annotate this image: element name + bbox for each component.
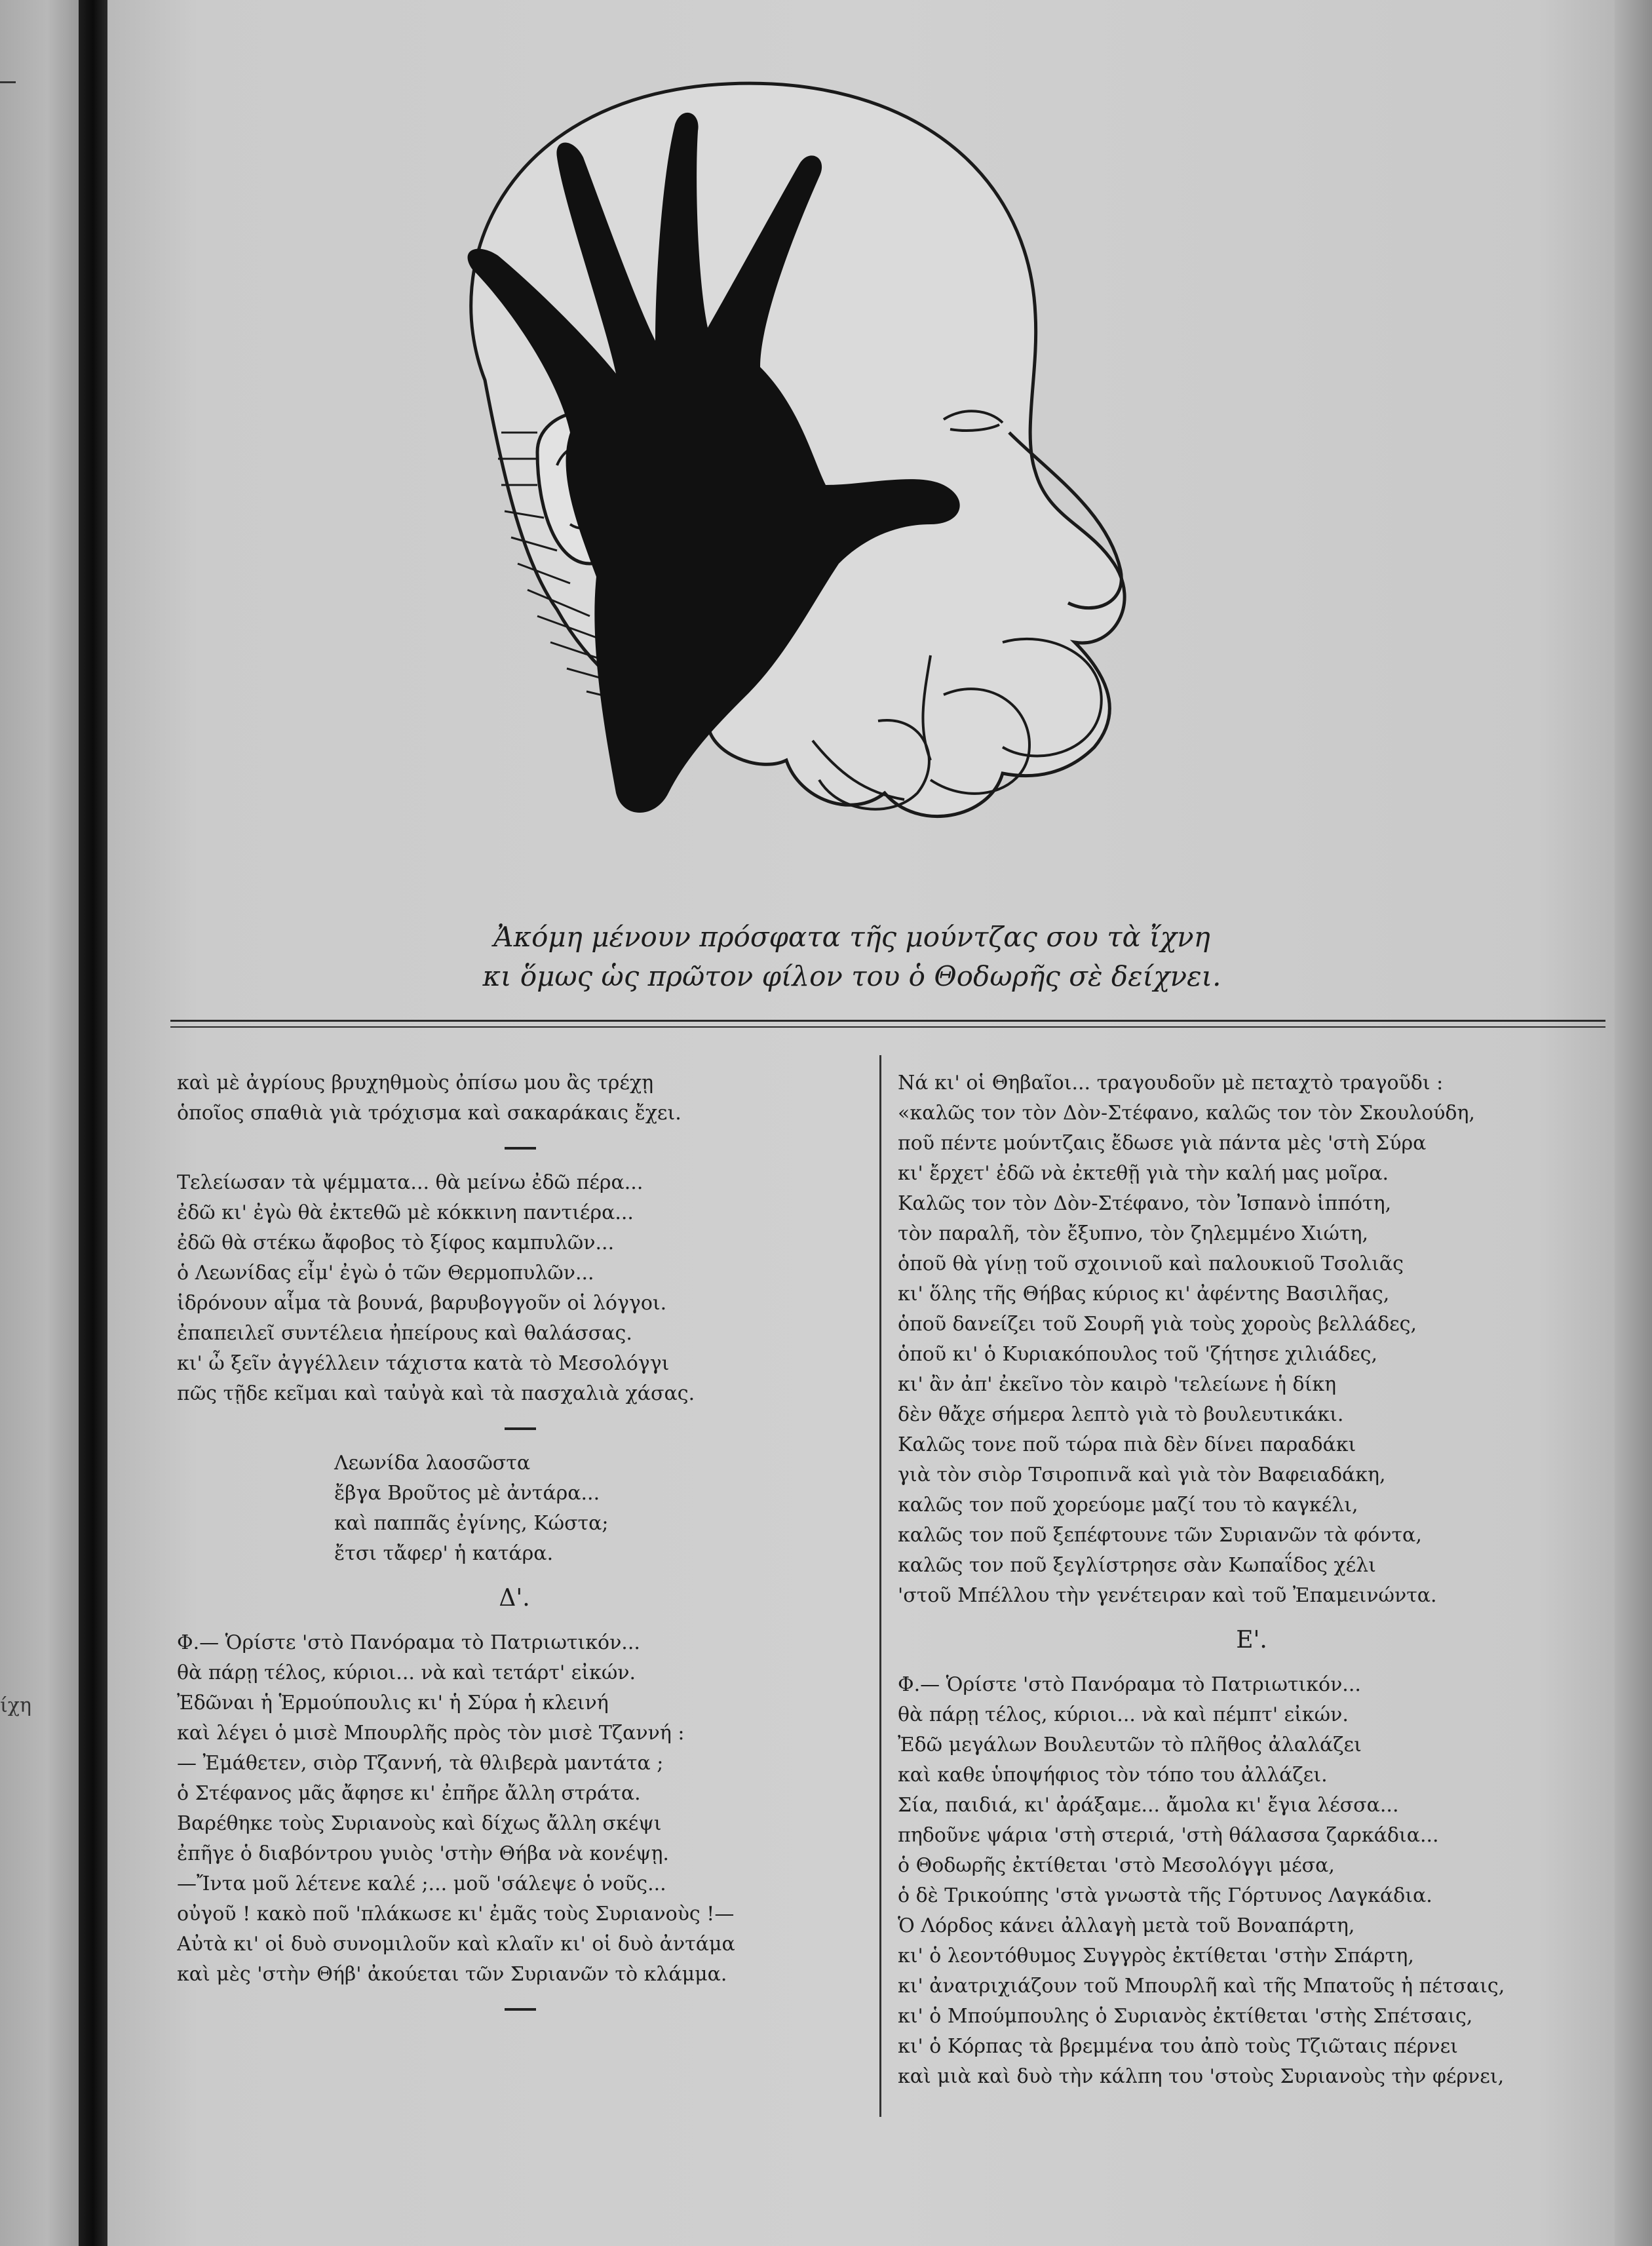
right-column [898,1068,1605,2092]
verse-line: γιὰ τὸν σιὸρ Τσιροπινᾶ καὶ γιὰ τὸν Βαφειαδάκη, [898,1463,1386,1486]
section-separator [177,1990,852,2029]
verse-line: κι' ἂν ἀπ' ἐκεῖνο τὸν καιρὸ 'τελείωνε ἡ δίκη [898,1373,1337,1396]
facing-page-mark [0,81,16,83]
facing-page-fragment: ίχη [0,1694,31,1717]
column-divider [879,1055,881,2117]
section-separator [177,1129,852,1168]
verse-line: θὰ πάρῃ τέλος, κύριοι... νὰ καὶ πέμπτ' εἰκών. [898,1703,1349,1726]
verse-line: —Ἴντα μοῦ λέτενε καλέ ;... μοῦ 'σάλεψε ὁ νοῦς... [177,1872,666,1895]
verse-line: καὶ παππᾶς ἐγίνης, Κώστα; [334,1512,609,1535]
verse-line: Φ.— Ὁρίστε 'στὸ Πανόραμα τὸ Πατριωτικόν... [898,1673,1361,1696]
verse-line: καλῶς τον ποῦ ξεπέφτουνε τῶν Συριανῶν τὰ φόντα, [898,1524,1422,1547]
verse-line: Καλῶς τον τὸν Δὸν-Στέφανο, τὸν Ἰσπανὸ ἱππότη, [898,1192,1392,1215]
verse-line: ἐδῶ κι' ἐγὼ θὰ ἐκτεθῶ μὲ κόκκινη παντιέρα... [177,1201,634,1224]
verse-line: ὁποῦ δανείζει τοῦ Σουρῆ γιὰ τοὺς χοροὺς βελλάδες, [898,1313,1417,1336]
verse-line: κι' ὁ λεοντόθυμος Συγγρὸς ἐκτίθεται 'στὴν Σπάρτη, [898,1945,1414,1967]
verse-line: καὶ μιὰ καὶ δυὸ τὴν κάλπη του 'στοὺς Συριανοὺς τὴν φέρνει, [898,2065,1505,2088]
horizontal-rule-thin [170,1026,1605,1028]
verse-line: κι' ὅλης τῆς Θήβας κύριος κι' ἀφέντης Βασιλῆας, [898,1283,1390,1306]
verse-line: πηδοῦνε ψάρια 'στὴ στεριά, 'στὴ θάλασσα ζαρκάδια... [898,1824,1439,1847]
section-separator [177,1409,852,1448]
horizontal-rule [170,1020,1605,1022]
verse-line: Αὐτὰ κι' οἱ δυὸ συνομιλοῦν καὶ κλαῖν κι' οἱ δυὸ ἀντάμα [177,1933,735,1956]
facing-page-edge [0,0,79,2246]
verse-line: Σία, παιδιά, κι' ἀράξαμε... ἄμολα κι' ἔγια λέσσα... [898,1794,1399,1817]
verse-line: Λεωνίδα λαοσῶστα [334,1452,531,1475]
verse-line: καὶ μὲς 'στὴν Θήβ' ἀκούεται τῶν Συριανῶν τὸ κλάμμα. [177,1963,727,1986]
verse-line: ὁ Θοδωρῆς ἐκτίθεται 'στὸ Μεσολόγγι μέσα, [898,1854,1335,1877]
verse-line: ἔβγα Βροῦτος μὲ ἀντάρα... [334,1482,600,1505]
verse-line: ἔτσι τἄφερ' ἡ κατάρα. [334,1542,554,1565]
book-spine [79,0,107,2246]
verse-line: θὰ πάρῃ τέλος, κύριοι... νὰ καὶ τετάρτ' εἰκών. [177,1661,636,1684]
verse-line: ὁ Λεωνίδας εἶμ' ἐγὼ ὁ τῶν Θερμοπυλῶν... [177,1262,594,1285]
caricature-illustration [341,66,1304,924]
caption-line-1: Ἀκόμη μένουν πρόσφατα τῆς μούντζας σου τὰ ἴχνη [493,921,1210,953]
verse-line: καὶ μὲ ἀγρίους βρυχηθμοὺς ὀπίσω μου ἂς τρέχῃ [177,1072,654,1094]
verse-line: πῶς τῇδε κεῖμαι καὶ ταὐγὰ καὶ τὰ πασχαλιὰ χάσας. [177,1382,695,1405]
verse-line: κι' ἀνατριχιάζουν τοῦ Μπουρλῆ καὶ τῆς Μπατοῦς ἡ πέτσαις, [898,1975,1505,1998]
verse-line: κι' ὦ ξεῖν ἀγγέλλειν τάχιστα κατὰ τὸ Μεσολόγγι [177,1352,670,1375]
verse-line: κι' ὁ Κόρπας τὰ βρεμμένα του ἀπὸ τοὺς Τζιῶταις πέρνει [898,2035,1458,2058]
verse-line: Βαρέθηκε τοὺς Συριανοὺς καὶ δίχως ἄλλη σκέψι [177,1812,662,1835]
verse-line: Φ.— Ὁρίστε 'στὸ Πανόραμα τὸ Πατριωτικόν... [177,1631,640,1654]
verse-line: ἐδῶ θὰ στέκω ἄφοβος τὸ ξίφος καμπυλῶν... [177,1231,615,1254]
verse-line: καὶ λέγει ὁ μισὲ Μπουρλῆς πρὸς τὸν μισὲ Τζαννή : [177,1722,685,1745]
page-edge-right [1615,0,1652,2246]
section-heading: Δ'. [499,1585,530,1612]
verse-line: Ὁ Λόρδος κάνει ἀλλαγὴ μετὰ τοῦ Βοναπάρτη, [898,1914,1355,1937]
verse-line: οὐγοῦ ! κακὸ ποῦ 'πλάκωσε κι' ἐμᾶς τοὺς Συριανοὺς !— [177,1903,735,1926]
caption-line-2: κι ὅμως ὡς πρῶτον φίλον του ὁ Θοδωρῆς σὲ δείχνει. [482,960,1221,992]
verse-line: Ἐδῶ μεγάλων Βουλευτῶν τὸ πλῆθος ἀλαλάζει [898,1733,1362,1756]
verse-line: ὁποῖος σπαθιὰ γιὰ τρόχισμα καὶ σακαράκαις ἔχει. [177,1102,682,1125]
verse-line: ἐπαπειλεῖ συντέλεια ἠπείρους καὶ θαλάσσας. [177,1322,632,1345]
verse-line: καλῶς τον ποῦ ξεγλίστρησε σὰν Κωπαΐδος χέλι [898,1554,1376,1577]
verse-line: δὲν θἄχε σήμερα λεπτὸ γιὰ τὸ βουλευτικάκι. [898,1403,1344,1426]
verse-line: Νά κι' οἱ Θηβαῖοι... τραγουδοῦν μὲ πεταχτὸ τραγοῦδι : [898,1072,1444,1094]
verse-line: Καλῶς τονε ποῦ τώρα πιὰ δὲν δίνει παραδάκι [898,1433,1356,1456]
verse-line: ποῦ πέντε μούντζαις ἔδωσε γιὰ πάντα μὲς 'στὴ Σύρα [898,1132,1427,1155]
verse-line: ἐπῆγε ὁ διαβόντρου γυιὸς 'στὴν Θήβα νὰ κονέψῃ. [177,1842,669,1865]
verse-line: καὶ καθε ὑποψήφιος τὸν τόπο του ἀλλάζει. [898,1764,1328,1787]
verse-line: κι' ἔρχετ' ἐδῶ νὰ ἐκτεθῇ γιὰ τὴν καλή μας μοῖρα. [898,1162,1389,1185]
verse-line: κι' ὁ Μπούμπουλης ὁ Συριανὸς ἐκτίθεται 'στὴς Σπέτσαις, [898,2005,1473,2028]
verse-line: ὁποῦ κι' ὁ Κυριακόπουλος τοῦ 'ζήτησε χιλιάδες, [898,1343,1378,1366]
verse-line: ὁ Στέφανος μᾶς ἄφησε κι' ἐπῆρε ἄλλη στράτα. [177,1782,641,1805]
verse-line: Τελείωσαν τὰ ψέμματα... θὰ μείνω ἐδῶ πέρα... [177,1171,644,1194]
section-heading: Ε'. [1236,1627,1267,1654]
verse-line: καλῶς τον ποῦ χορεύομε μαζί του τὸ καγκέλι, [898,1494,1358,1517]
verse-line: Ἐδῶναι ἡ Ἑρμούπουλις κι' ἡ Σύρα ἡ κλεινή [177,1692,609,1714]
verse-line: «καλῶς τον τὸν Δὸν-Στέφανο, καλῶς τον τὸν Σκουλούδη, [898,1102,1475,1125]
left-column [177,1068,852,2029]
verse-line: τὸν παραλῆ, τὸν ἔξυπνο, τὸν ζηλεμμένο Χιώτη, [898,1222,1369,1245]
verse-line: ὁποῦ θὰ γίνῃ τοῦ σχοινιοῦ καὶ παλουκιοῦ Τσολιᾶς [898,1252,1404,1275]
verse-line: 'στοῦ Μπέλλου τὴν γενέτειραν καὶ τοῦ Ἐπαμεινώντα. [898,1584,1437,1607]
verse-line: ὁ δὲ Τρικούπης 'στὰ γνωστὰ τῆς Γόρτυνος Λαγκάδια. [898,1884,1432,1907]
verse-line: — Ἐμάθετεν, σιὸρ Τζαννή, τὰ θλιβερὰ μαντάτα ; [177,1752,664,1775]
verse-line: ἱδρόνουν αἷμα τὰ βουνά, βαρυβογγοῦν οἱ λόγγοι. [177,1292,667,1315]
